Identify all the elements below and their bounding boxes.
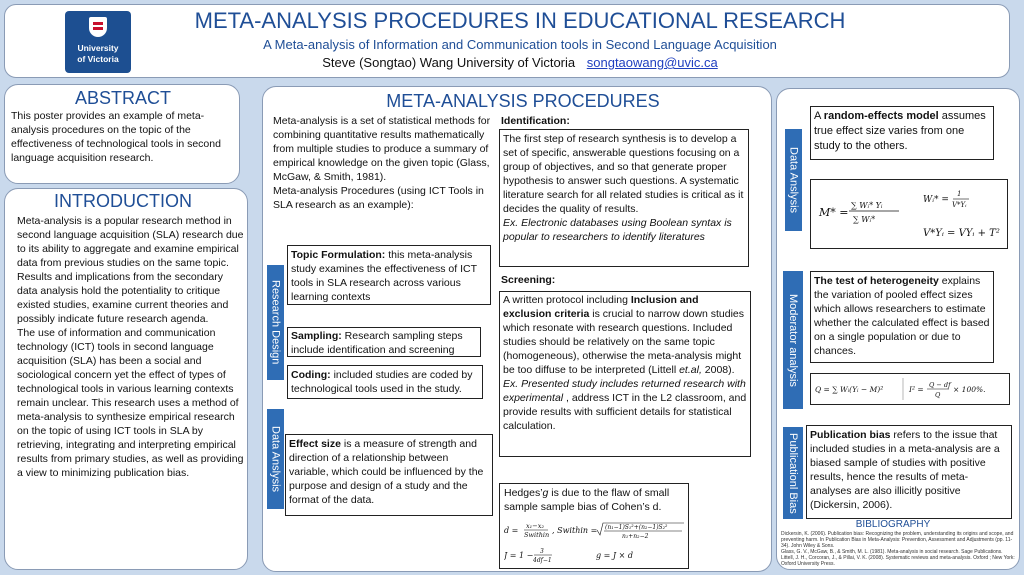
university-logo <box>65 11 131 73</box>
research-design-label: Research Design <box>269 280 282 365</box>
coding-label: Coding: <box>291 369 331 381</box>
svg-text:J = 1 −: J = 1 − <box>504 551 534 560</box>
random-effects-formula-box <box>810 179 1008 249</box>
random-bold: random-effects model <box>823 110 939 122</box>
identification-text: The first step of research synthesis is to develop a set of specific, answerable questions focusing on a group of objectives, and so that generate proper hypothesis to answer such questions. A systematic literature search for all related studies is critical as it decides the quality of results. <box>503 133 744 215</box>
identification-box <box>499 129 749 267</box>
svg-text:∑ Wᵢ* Yᵢ: ∑ Wᵢ* Yᵢ <box>851 201 883 210</box>
svg-text:Wᵢ* =: Wᵢ* = <box>923 195 949 205</box>
data-analysis-sidebar <box>267 409 284 509</box>
data-analysis-right-sidebar <box>785 129 802 231</box>
svg-text:Q = ∑ Wᵢ(Yᵢ − M)²: Q = ∑ Wᵢ(Yᵢ − M)² <box>815 385 884 394</box>
reference-item: Littell, J. H., Corcoran, J., & Pillai, V. K. (2008). Systematic reviews and meta-analysis. Oxford ; New York: Oxford University Press. <box>781 555 1015 567</box>
heterogeneity-text: explains the variation of pooled effect sizes which allows researchers to estimate whether the calculated effect is based on a single population or due to chances. <box>814 275 990 357</box>
svg-text:Swithin: Swithin <box>524 531 550 539</box>
screening-text-a: A written protocol including <box>503 294 631 306</box>
identification-heading: Identification: <box>501 115 570 127</box>
reference-item: Dickersin, K. (2006). Publication bias: Recognizing the problem, understanding its origins and scope, and preventing harm. In Publication Bias in Meta-Analysis: Prevention, Assessment and Adjustments (pp. 11-34). John Wiley & Sons. <box>781 531 1014 549</box>
random-effects-box <box>810 106 994 160</box>
introduction-paragraph-2: The use of information and communication technology (ICT) tools in second language acquisition (SLA) has been a social and sociological concern yet the effect of types of technological tools in various learning contexts remain unclear. This research uses a method of meta-analysis to synthesize empirical research on the topic of using ICT tools in SLA by retrieving, integrating and interpreting empirical results from primary studies, as well as providing a view to minimizing publication bias. <box>17 327 244 479</box>
svg-text:d =: d = <box>504 526 519 535</box>
svg-text:(n₁−1)S₁²+(n₂−1)S₂²: (n₁−1)S₁²+(n₂−1)S₂² <box>605 524 668 531</box>
heterogeneity-box <box>810 271 994 363</box>
introduction-heading: INTRODUCTION <box>54 191 192 211</box>
screening-text-b: is crucial to narrow down studies which resonate with research questions. Included studies should be relatively on the same topic (homogeneous), otherwise the meta-analysis might be too diffuse to be interpreted (Littell <box>503 308 745 376</box>
sampling-box <box>287 327 481 357</box>
svg-text:× 100%.: × 100%. <box>953 385 986 394</box>
publication-bias-sidebar <box>783 427 803 519</box>
header-panel <box>4 4 1010 78</box>
svg-text:Q − df: Q − df <box>929 381 951 389</box>
hedges-formula <box>504 518 684 568</box>
bibliography-list <box>781 531 1017 567</box>
random-effects-formula <box>811 180 1007 248</box>
topic-formulation-box <box>287 245 491 305</box>
introduction-panel <box>4 188 248 570</box>
right-panel <box>776 88 1020 570</box>
svg-text:V*Yᵢ: V*Yᵢ <box>952 201 967 209</box>
hedges-text <box>504 486 684 514</box>
poster-subtitle: A Meta-analysis of Information and Communication tools in Second Language Acquisition <box>263 37 777 52</box>
introduction-text <box>17 214 245 480</box>
moderator-label: Moderator analysis <box>787 293 799 387</box>
random-text-a: A <box>814 110 824 122</box>
svg-text:1: 1 <box>957 190 962 198</box>
svg-text:V*Yᵢ = VYᵢ + T²: V*Yᵢ = VYᵢ + T² <box>923 228 1000 239</box>
svg-text:, Swithin =: , Swithin = <box>552 526 598 535</box>
data-analysis-right-label: Data Anslysis <box>787 146 800 214</box>
moderator-sidebar <box>783 271 803 409</box>
screening-text-d: , address ICT in the L2 classroom, and provide results with sufficient details for statistical calculation. <box>503 392 747 432</box>
coding-text: included studies are coded by technological tools used in the study. <box>291 369 473 395</box>
procedures-intro <box>273 114 499 212</box>
logo-text-line1: University <box>77 43 119 53</box>
hedges-box <box>499 483 689 569</box>
procedures-intro-1: Meta-analysis is a set of statistical methods for combining quantitative results mathematically from multiple studies to produce a summary of empirical knowledge on the given topic (Glass, McGaw, & Smith, 1981). <box>273 115 491 183</box>
author-name: Steve (Songtao) Wang University of Victoria <box>322 55 576 70</box>
heterogeneity-formula-box <box>810 373 1010 405</box>
screening-criteria: Inclusion and exclusion criteria <box>503 294 699 320</box>
logo-text-line2: of Victoria <box>77 54 119 64</box>
procedures-intro-2: Meta-analysis Procedures (using ICT Tools in SLA research as an example): <box>273 185 484 211</box>
abstract-text: This poster provides an example of meta-analysis procedures on the topic of the effectiveness of technological tools in second language acquisition research. <box>11 110 221 164</box>
screening-heading: Screening: <box>501 274 556 286</box>
publication-bias-box <box>806 425 1012 519</box>
shield-icon <box>89 17 107 37</box>
coding-box <box>287 365 483 399</box>
svg-text:g = J × d: g = J × d <box>596 551 634 560</box>
procedures-heading: META-ANALYSIS PROCEDURES <box>386 91 660 111</box>
bias-text: refers to the issue that included studies in a meta-analysis are a biased sample of studies with positive results, hence the results of meta-analyses are also illicitly positive (Dickersin, 2006). <box>810 429 1000 511</box>
sampling-label: Sampling: <box>291 330 342 342</box>
publication-label: Publicationl Bias <box>787 432 799 514</box>
svg-text:x₁−x₂: x₁−x₂ <box>526 522 544 530</box>
author-email-link[interactable]: songtaowang@uvic.ca <box>586 55 718 70</box>
research-design-sidebar <box>267 265 284 380</box>
reference-item: Glass, G. V., McGaw, B., & Smith, M. L. (1981). Meta-analysis in social research. Sage Publications. <box>781 549 1003 555</box>
svg-text:4df−1: 4df−1 <box>533 557 552 564</box>
hedges-text-b: is due to the flaw of small sample sample bias of Cohen’s d. <box>504 487 670 513</box>
abstract-heading: ABSTRACT <box>74 88 171 108</box>
svg-text:n₁+n₂−2: n₁+n₂−2 <box>622 533 649 540</box>
effect-text: is a measure of strength and direction of a relationship between variable, which could be influenced by the purpose and design of a study and the format of the data. <box>289 438 484 506</box>
svg-text:M* =: M* = <box>819 206 849 219</box>
bias-bold: Publication bias <box>810 429 891 441</box>
random-text-b: assumes true effect size varies from one study to the others. <box>814 110 986 152</box>
procedures-panel <box>262 86 772 572</box>
effect-size-box <box>285 434 493 516</box>
bibliography-heading: BIBLIOGRAPHY <box>855 519 931 530</box>
topic-text: this meta-analysis study examines the effectiveness of ICT tools in SLA research across various learning contexts <box>291 249 477 303</box>
abstract-panel <box>4 84 240 184</box>
identification-example: Ex. Electronic databases using Boolean syntax is popular to researchers to identify literatures <box>503 217 732 243</box>
poster-title: META-ANALYSIS PROCEDURES IN EDUCATIONAL RESEARCH <box>194 8 846 33</box>
screening-box <box>499 291 751 457</box>
sampling-text: Research sampling steps include identification and screening <box>291 330 463 356</box>
introduction-paragraph-1: Meta-analysis is a popular research method in second language acquisition (SLA) research due to its ability to aggregate and examine empirical data from previous studies on the same topic. Results and implications from the secondary data analysis hold the potentiality to critique existed studies, examine current theories and possibly indicate future research agenda. <box>17 215 244 325</box>
topic-label: Topic Formulation: <box>291 249 386 261</box>
svg-text:∑ Wᵢ*: ∑ Wᵢ* <box>853 215 876 224</box>
svg-text:I² =: I² = <box>909 385 924 394</box>
svg-text:Q: Q <box>935 391 941 399</box>
author-line <box>155 55 885 70</box>
heterogeneity-formula <box>811 374 1009 404</box>
hedges-text-a: Hedges’ <box>504 487 543 499</box>
heterogeneity-bold: The test of heterogeneity <box>814 275 939 287</box>
screening-text-c: 2008). <box>701 364 735 376</box>
data-analysis-label: Data Anslysis <box>269 425 282 493</box>
screening-etal: et.al, <box>679 364 702 376</box>
hedges-g: g <box>542 487 549 499</box>
screening-example: Ex. Presented study includes returned research with experimental <box>503 378 746 404</box>
svg-text:3: 3 <box>540 548 544 555</box>
effect-label: Effect size <box>289 438 341 450</box>
